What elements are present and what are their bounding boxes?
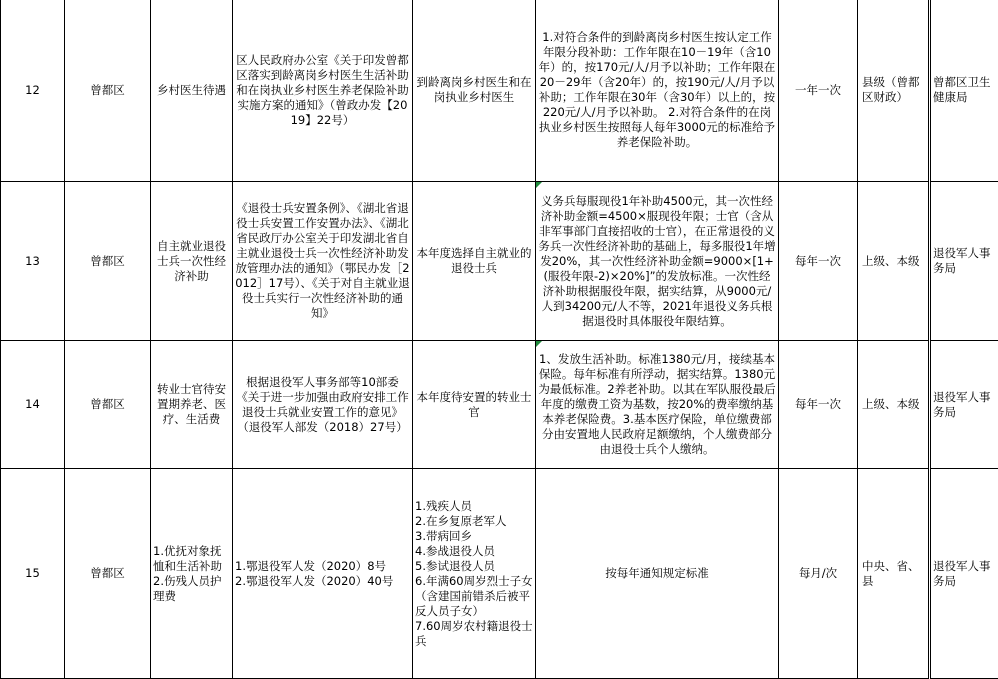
department-cell: 退役军人事务局	[930, 341, 998, 469]
frequency-cell: 每年一次	[779, 182, 858, 341]
district-cell: 曾都区	[65, 182, 151, 341]
target-cell: 本年度待安置的转业士官	[413, 341, 536, 469]
funding-cell: 上级、本级	[858, 182, 930, 341]
standard-cell: 义务兵每服现役1年补助4500元，其一次性经济补助金额=4500×服现役年限；士官（含从非军事部门直接招收的士官），在正常退役的义务兵一次性经济补助的基础上，每多服役1年增发20%，其一次性经济补助金额=9000×[1+(服役年限-2)×20%]”的发放标准。一次性经济补助根据服役年限，据实结算，从9000元/人到34200元/人不等，2021年退役义务兵根据退役时具体服役年限结算。	[536, 182, 779, 341]
standard-cell: 按每年通知规定标准	[536, 469, 779, 679]
district-cell: 曾都区	[65, 0, 151, 182]
frequency-cell: 每年一次	[779, 341, 858, 469]
table-row	[1, 469, 998, 679]
target-cell: 1.残疾人员 2.在乡复原老军人 3.带病回乡 4.参战退役人员 5.参试退役人员 6.年满60周岁烈士子女（含建国前错杀后被平反人员子女） 7.60周岁农村籍退役士兵	[413, 469, 536, 679]
department-cell: 退役军人事务局	[930, 469, 998, 679]
item-cell: 1.优抚对象抚恤和生活补助 2.伤残人员护理费	[151, 469, 233, 679]
frequency-cell: 一年一次	[779, 0, 858, 182]
row-number: 15	[1, 469, 65, 679]
row-number: 12	[1, 0, 65, 182]
policy-cell: 根据退役军人事务部等10部委《关于进一步加强由政府安排工作退役士兵就业安置工作的意见》（退役军人部发（2018）27号）	[233, 341, 413, 469]
item-cell: 自主就业退役士兵一次性经济补助	[151, 182, 233, 341]
district-cell: 曾都区	[65, 469, 151, 679]
funding-cell: 中央、省、县	[858, 469, 930, 679]
item-cell: 乡村医生待遇	[151, 0, 233, 182]
table-row	[1, 182, 998, 341]
target-cell: 到龄离岗乡村医生和在岗执业乡村医生	[413, 0, 536, 182]
target-cell: 本年度选择自主就业的退役士兵	[413, 182, 536, 341]
standard-cell: 1、发放生活补助。标准1380元/月，接续基本保险。每年标准有所浮动，据实结算。1380元为最低标准。2养老补助。以其在军队服役最后年度的缴费工资为基数，按20%的费率缴纳基本养老保险费。3.基本医疗保险，单位缴费部分由安置地人民政府足额缴纳，个人缴费部分由退役士兵个人缴纳。	[536, 341, 779, 469]
table-row	[1, 341, 998, 469]
standard-cell: 1.对符合条件的到龄离岗乡村医生按认定工作年限分段补助：工作年限在10－19年（含10年）的，按170元/人/月予以补助；工作年限在20－29年（含20年）的，按190元/人/月予以补助；工作年限在30年（含30年）以上的，按220元/人/月予以补助。 2.对符合条件的在岗执业乡村医生按照每人每年3000元的标准给予养老保险补助。	[536, 0, 779, 182]
policy-cell: 《退役士兵安置条例》、《湖北省退役士兵安置工作安置办法》、《湖北省民政厅办公室关于印发湖北省自主就业退役士兵一次性经济补助发放管理办法的通知》（鄂民办发［2012］17号）、《关于对自主就业退役士兵实行一次性经济补助的通知》	[233, 182, 413, 341]
row-number: 14	[1, 341, 65, 469]
policy-cell: 1.鄂退役军人发（2020）8号 2.鄂退役军人发（2020）40号	[233, 469, 413, 679]
funding-cell: 上级、本级	[858, 341, 930, 469]
district-cell: 曾都区	[65, 341, 151, 469]
table-row	[1, 0, 998, 182]
row-number: 13	[1, 182, 65, 341]
policy-cell: 区人民政府办公室《关于印发曾都区落实到龄离岗乡村医生生活补助和在岗执业乡村医生养老保险补助实施方案的通知》（曾政办发【2019】22号）	[233, 0, 413, 182]
department-cell: 曾都区卫生健康局	[930, 0, 998, 182]
department-cell: 退役军人事务局	[930, 182, 998, 341]
item-cell: 转业士官待安置期养老、医疗、生活费	[151, 341, 233, 469]
funding-cell: 县级（曾都区财政）	[858, 0, 930, 182]
frequency-cell: 每月/次	[779, 469, 858, 679]
